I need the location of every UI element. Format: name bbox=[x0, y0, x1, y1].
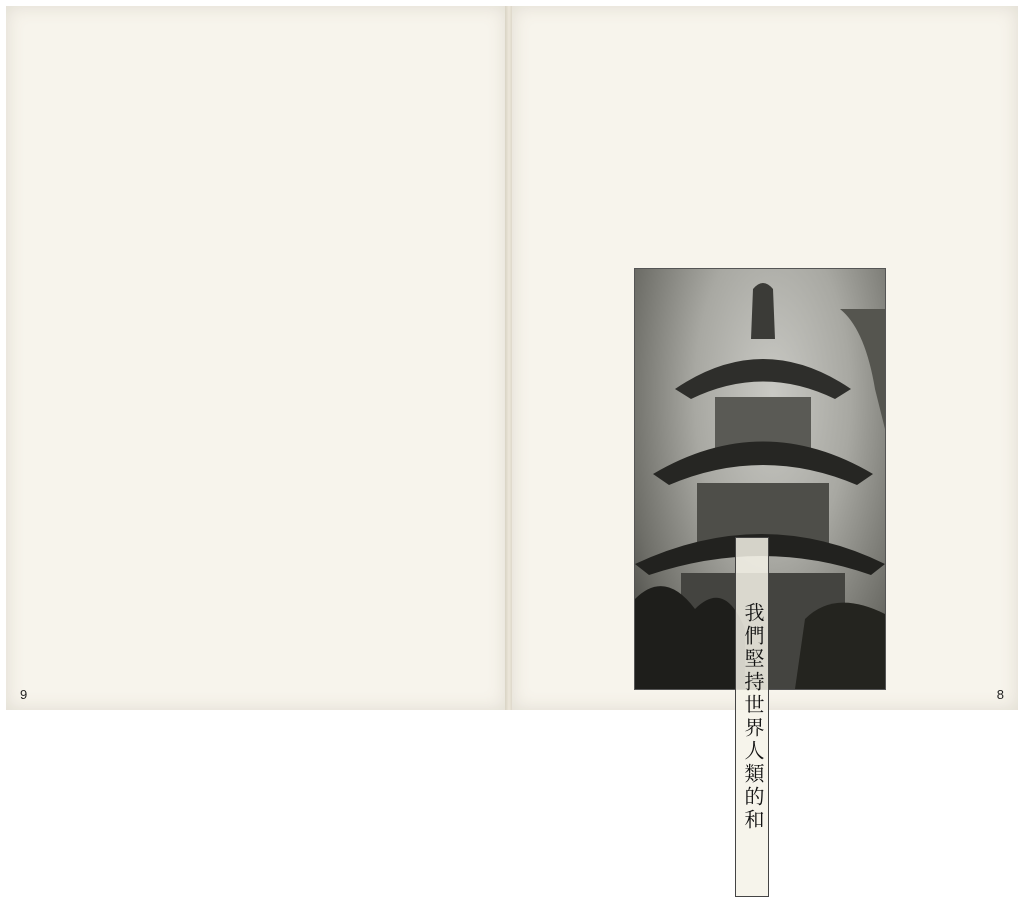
right-text-top bbox=[528, 36, 1004, 246]
pagoda-photo bbox=[634, 268, 886, 832]
left-text-bottom bbox=[22, 346, 490, 666]
right-text-mid bbox=[874, 268, 1004, 638]
right-page bbox=[512, 6, 1018, 832]
right-text-bottom bbox=[528, 646, 1004, 686]
page-number-right: 8 bbox=[996, 687, 1004, 702]
left-page bbox=[6, 6, 506, 710]
page-number-left: 9 bbox=[20, 687, 28, 702]
left-text-top bbox=[22, 36, 490, 336]
photo-caption: 我們堅持世界人類的和 bbox=[735, 537, 769, 897]
